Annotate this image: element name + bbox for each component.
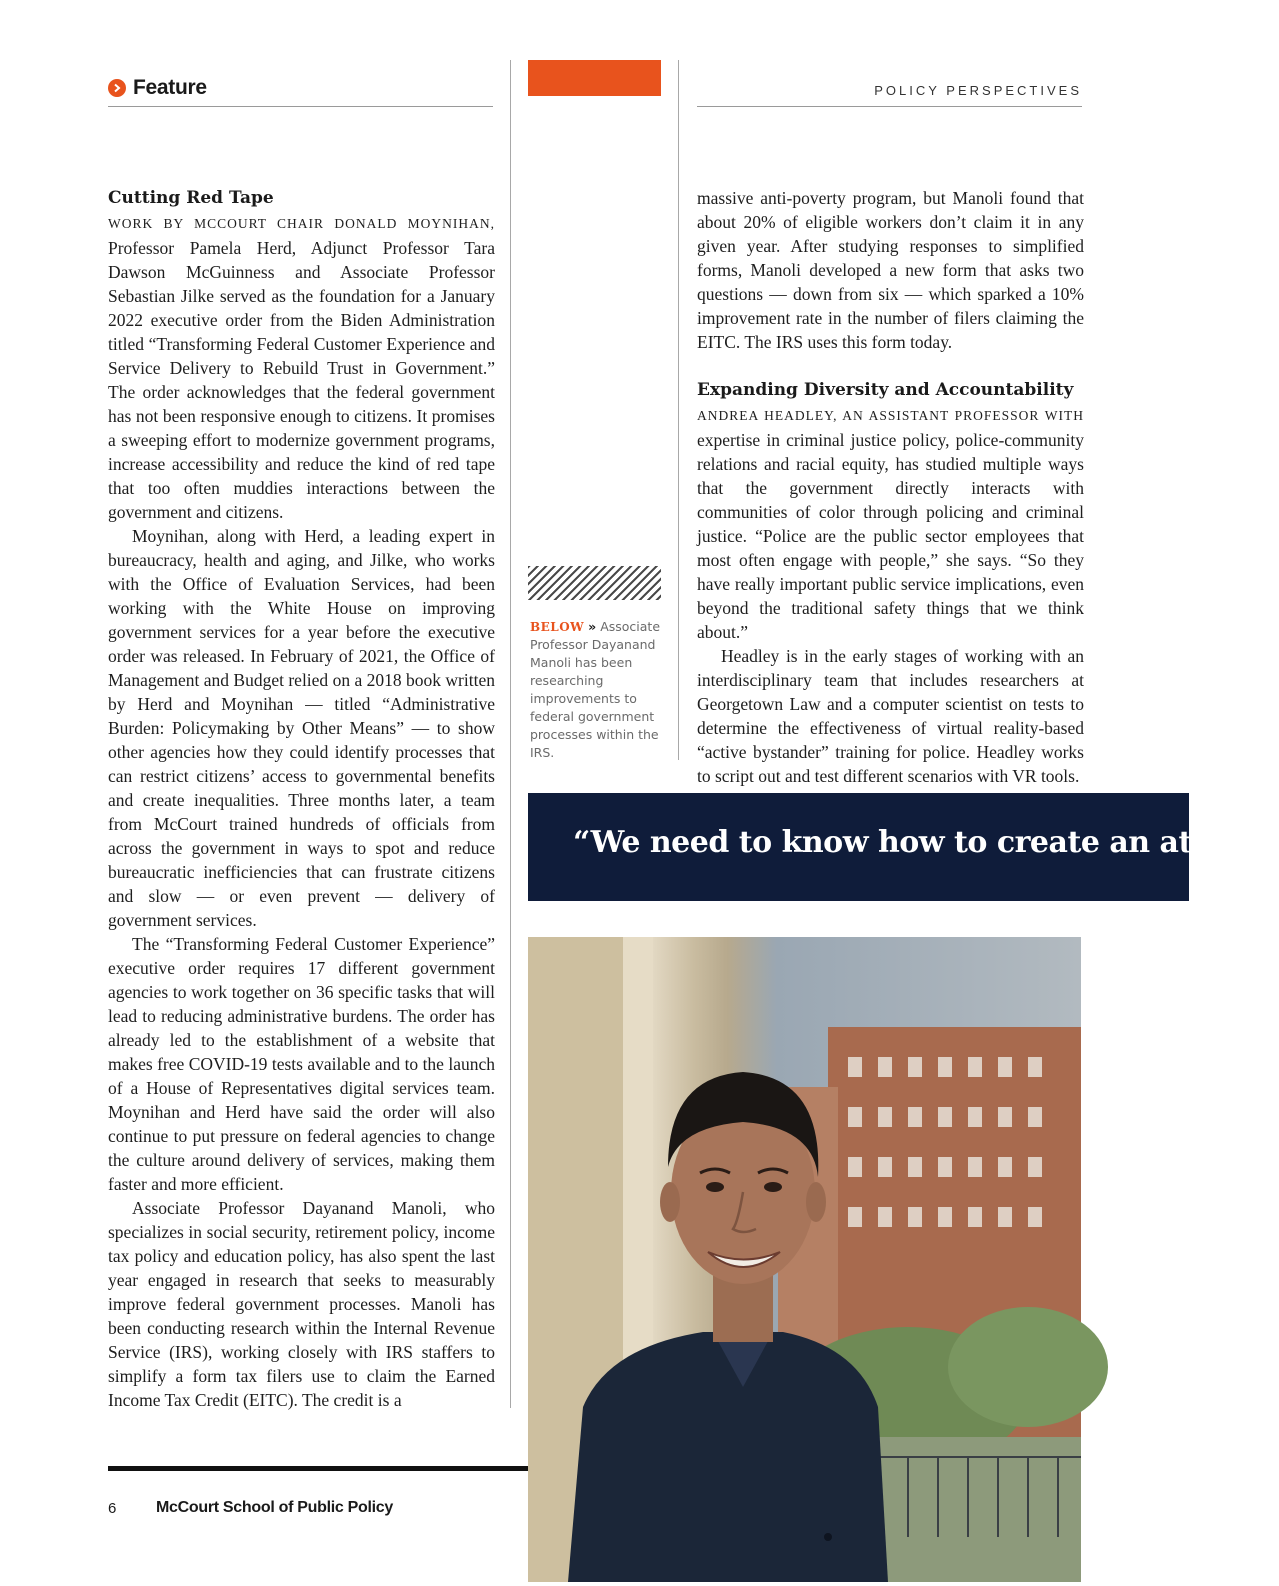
paragraph [108, 210, 495, 524]
paragraph: Associate Professor Dayanand Manoli, who specializes in social security, retirement policy, income tax policy and education policy, has also spent the last year engaged in research that seeks to measurably improve federal government processes. Manoli has been conducting research within the Internal Revenue Service (IRS), working closely with IRS staffers to simplify a form tax filers use to claim the Earned Income Tax Credit (EITC). The credit is a [108, 1198, 495, 1410]
column-divider [510, 60, 511, 1408]
article-column-right [697, 186, 1084, 788]
heading-expanding-diversity: Expanding Diversity and Accountability [697, 380, 1074, 400]
paragraph: massive anti-poverty program, but Manoli found that about 20% of eligible workers don’t claim it in any given year. After studying responses to simplified forms, Manoli developed a new form that asks two questions — down from six — which sparked a 10% improvement rate in the number of filers claiming the EITC. The IRS uses this form today. [697, 188, 1084, 352]
paragraph-text: Professor Pamela Herd, Adjunct Professor Tara Dawson McGuinness and Associate Professor Sebastian Jilke served as the foundation for a January 2022 executive order from the Biden Administration titled “Transforming Federal Customer Experience and Service Delivery to Rebuild Trust in Government.” The order acknowledges that the federal government has not been responsive enough to citizens. It promises a sweeping effort to modernize government programs, increase accessibility and reduce the kind of red tape that too often muddies interactions between the government and citizens. [108, 238, 495, 522]
double-chevron-icon: » [588, 619, 597, 634]
running-head: POLICY PERSPECTIVES [874, 83, 1082, 98]
lead-in: ANDREA HEADLEY, AN ASSISTANT PROFESSOR WITH [697, 408, 1084, 423]
paragraph: The “Transforming Federal Customer Experience” executive order requires 17 different government agencies to work together on 36 specific tasks that will lead to reducing administrative burdens. The order has already led to the establishment of a website that makes free COVID-19 tests available and to the launch of a House of Representatives digital services team. Moynihan and Herd have said the order will also continue to put pressure on federal agencies to change the culture around delivery of services, making them faster and more efficient. [108, 934, 495, 1194]
footer-rule [108, 1466, 528, 1471]
paragraph-text: expertise in criminal justice policy, police-community relations and racial equity, has studied multiple ways that the government directly interacts with communities of color through policing and criminal justice. “Police are the public sector employees that most often engage with people,” she says. “So they have really important public service implications, even beyond the traditional safety things that we think about.” [697, 430, 1084, 642]
heading-cutting-red-tape: Cutting Red Tape [108, 188, 274, 208]
pull-quote-bar [528, 793, 1279, 901]
pull-quote: “We need to know how to create an atmosp [573, 825, 1279, 860]
section-title: Feature [133, 76, 207, 99]
caption-lead: BELOW [530, 620, 585, 634]
section-label [108, 76, 207, 100]
chevron-right-icon [108, 79, 126, 97]
publication-name: McCourt School of Public Policy [156, 1499, 393, 1516]
caption-text: Associate Professor Dayanand Manoli has been researching improvements to federal government processes within the IRS. [530, 619, 661, 760]
paragraph: Headley is in the early stages of working with an interdisciplinary team that includes researchers at Georgetown Law and a computer scientist on tests to determine the effectiveness of virtual reality-based “active bystander” training for police. Headley works to script out and test different scenarios with VR tools. [697, 646, 1084, 786]
hatch-decoration [528, 566, 661, 600]
portrait-photo [528, 937, 1081, 1582]
paragraph: Moynihan, along with Herd, a leading expert in bureaucracy, health and aging, and Jilke, who works with the Office of Evaluation Services, had been working with the White House on improving government services for a year before the executive order was released. In February of 2021, the Office of Management and Budget relied on a 2018 book written by Herd and Moynihan — titled “Administrative Burden: Policymaking by Other Means” — to show other agencies how they could identify processes that can restrict citizens’ access to governmental benefits and create inequalities. Three months later, a team from McCourt trained hundreds of officials from across the government in ways to spot and reduce bureaucratic inefficiencies that can frustrate citizens and slow — or even prevent — delivery of government services. [108, 526, 495, 930]
paragraph [697, 402, 1084, 644]
article-column-left [108, 186, 495, 1412]
lead-in: WORK BY MCCOURT CHAIR DONALD MOYNIHAN, [108, 216, 495, 231]
column-divider [678, 60, 679, 760]
page-number: 6 [108, 1500, 117, 1517]
accent-block [528, 60, 661, 96]
header-rule-right [697, 106, 1082, 107]
portrait-illustration [528, 937, 1081, 1582]
photo-caption [530, 618, 665, 762]
header-rule-left [108, 106, 493, 107]
